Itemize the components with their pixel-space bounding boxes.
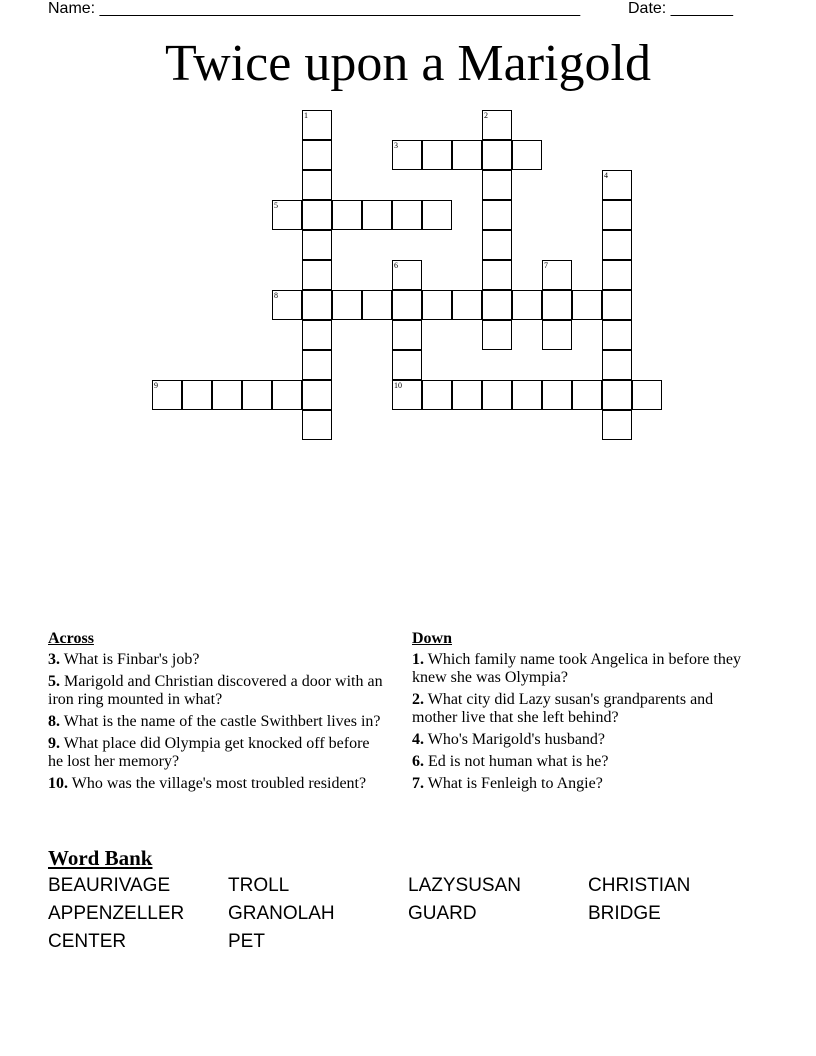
clue-down-6 xyxy=(412,753,752,771)
grid-cell xyxy=(182,380,212,410)
date-field: Date: _______ xyxy=(628,0,733,17)
word-bank-item: BRIDGE xyxy=(588,903,661,924)
clue-down-1 xyxy=(412,651,752,687)
clue-number: 10. xyxy=(48,775,68,792)
grid-cell xyxy=(302,380,332,410)
word-bank-item: GUARD xyxy=(408,903,477,924)
clue-number: 3. xyxy=(48,651,60,668)
grid-cell xyxy=(482,230,512,260)
clue-text: What is the name of the castle Swithbert lives in? xyxy=(63,713,381,730)
word-bank-item: TROLL xyxy=(228,875,290,896)
page-title: Twice upon a Marigold xyxy=(165,35,651,92)
grid-cell xyxy=(542,320,572,350)
grid-cell xyxy=(302,170,332,200)
clue-across-9 xyxy=(48,735,388,771)
cell-number: 9 xyxy=(154,381,158,390)
cell-number: 3 xyxy=(394,141,398,150)
grid-cell xyxy=(302,350,332,380)
name-field: Name: ______________________________________________________ xyxy=(48,0,581,17)
clue-text: Who was the village's most troubled resident? xyxy=(71,775,367,792)
grid-cell xyxy=(602,410,632,440)
grid-cell xyxy=(512,380,542,410)
grid-cell xyxy=(602,350,632,380)
word-bank-item: APPENZELLER xyxy=(48,903,185,924)
clue-down-7 xyxy=(412,775,752,793)
clue-text: Marigold and Christian discovered a door with an iron ring mounted in what? xyxy=(48,673,383,708)
cell-number: 8 xyxy=(274,291,278,300)
grid-cell xyxy=(272,380,302,410)
grid-cell xyxy=(632,380,662,410)
clue-number: 6. xyxy=(412,753,424,770)
grid-cell xyxy=(392,260,422,290)
word-bank-item: PET xyxy=(228,931,265,952)
grid-cell xyxy=(212,380,242,410)
grid-cell xyxy=(602,200,632,230)
grid-cell xyxy=(392,290,422,320)
grid-cell xyxy=(392,380,422,410)
grid-cell xyxy=(302,200,332,230)
word-bank-title: Word Bank xyxy=(48,846,153,870)
clue-text: What city did Lazy susan's grandparents and mother live that she left behind? xyxy=(412,691,714,726)
grid-cell xyxy=(602,170,632,200)
grid-cell xyxy=(482,110,512,140)
grid-cell xyxy=(512,140,542,170)
cell-number: 4 xyxy=(604,171,608,180)
grid-cell xyxy=(422,290,452,320)
grid-cell xyxy=(482,290,512,320)
word-bank-item: CHRISTIAN xyxy=(588,875,691,896)
clue-across-5 xyxy=(48,673,388,709)
grid-cell xyxy=(422,140,452,170)
clue-number: 1. xyxy=(412,651,424,668)
grid-cell xyxy=(302,140,332,170)
clue-across-3 xyxy=(48,651,388,669)
crossword-grid xyxy=(0,0,816,460)
clue-down-4 xyxy=(412,731,752,749)
grid-cell xyxy=(392,200,422,230)
grid-cell xyxy=(602,380,632,410)
clue-across-10 xyxy=(48,775,388,793)
grid-cell xyxy=(452,380,482,410)
grid-cell xyxy=(452,140,482,170)
across-heading: Across xyxy=(48,630,94,647)
grid-cell xyxy=(452,290,482,320)
cell-number: 5 xyxy=(274,201,278,210)
grid-cell xyxy=(332,200,362,230)
grid-cell xyxy=(482,170,512,200)
grid-cell xyxy=(272,290,302,320)
clue-number: 4. xyxy=(412,731,424,748)
grid-cell xyxy=(542,380,572,410)
cell-number: 1 xyxy=(304,111,308,120)
grid-cell xyxy=(362,290,392,320)
grid-cell xyxy=(602,230,632,260)
grid-cell xyxy=(362,200,392,230)
down-heading: Down xyxy=(412,630,453,647)
clue-text: Which family name took Angelica in before they knew she was Olympia? xyxy=(412,651,741,686)
grid-cell xyxy=(422,200,452,230)
clue-text: Ed is not human what is he? xyxy=(428,753,609,770)
clue-text: Who's Marigold's husband? xyxy=(427,731,606,748)
grid-cell xyxy=(302,230,332,260)
grid-cell xyxy=(422,380,452,410)
grid-cell xyxy=(302,290,332,320)
grid-cell xyxy=(542,290,572,320)
word-bank xyxy=(48,875,768,953)
clue-number: 7. xyxy=(412,775,424,792)
clue-down-2 xyxy=(412,691,752,727)
grid-cell xyxy=(242,380,272,410)
grid-cell xyxy=(512,290,542,320)
clue-text: What is Finbar's job? xyxy=(63,651,200,668)
grid-cell xyxy=(302,260,332,290)
grid-cell xyxy=(302,110,332,140)
grid-cell xyxy=(482,140,512,170)
cell-number: 6 xyxy=(394,261,398,270)
grid-cell xyxy=(572,380,602,410)
clue-number: 9. xyxy=(48,735,60,752)
word-bank-item: BEAURIVAGE xyxy=(48,875,171,896)
grid-cell xyxy=(602,320,632,350)
clue-number: 5. xyxy=(48,673,60,690)
grid-cell xyxy=(302,410,332,440)
clue-across-8 xyxy=(48,713,388,731)
down-clues xyxy=(412,630,752,797)
grid-cell xyxy=(482,260,512,290)
grid-cell xyxy=(482,200,512,230)
grid-cell xyxy=(542,260,572,290)
grid-cell xyxy=(392,350,422,380)
clue-number: 8. xyxy=(48,713,60,730)
word-bank-item: CENTER xyxy=(48,931,127,952)
cell-number: 10 xyxy=(394,381,402,390)
across-clues xyxy=(48,630,388,797)
grid-cell xyxy=(392,320,422,350)
cell-number: 7 xyxy=(544,261,548,270)
grid-cell xyxy=(272,200,302,230)
cell-number: 2 xyxy=(484,111,488,120)
word-bank-item: LAZYSUSAN xyxy=(408,875,521,896)
grid-cell xyxy=(602,290,632,320)
clue-number: 2. xyxy=(412,691,424,708)
grid-cell xyxy=(302,320,332,350)
grid-cell xyxy=(152,380,182,410)
clue-text: What place did Olympia get knocked off before he lost her memory? xyxy=(48,735,370,770)
clue-text: What is Fenleigh to Angie? xyxy=(427,775,603,792)
word-bank-item: GRANOLAH xyxy=(228,903,335,924)
grid-cell xyxy=(602,260,632,290)
grid-cell xyxy=(572,290,602,320)
grid-cell xyxy=(482,320,512,350)
grid-cell xyxy=(392,140,422,170)
grid-cell xyxy=(482,380,512,410)
grid-cell xyxy=(332,290,362,320)
